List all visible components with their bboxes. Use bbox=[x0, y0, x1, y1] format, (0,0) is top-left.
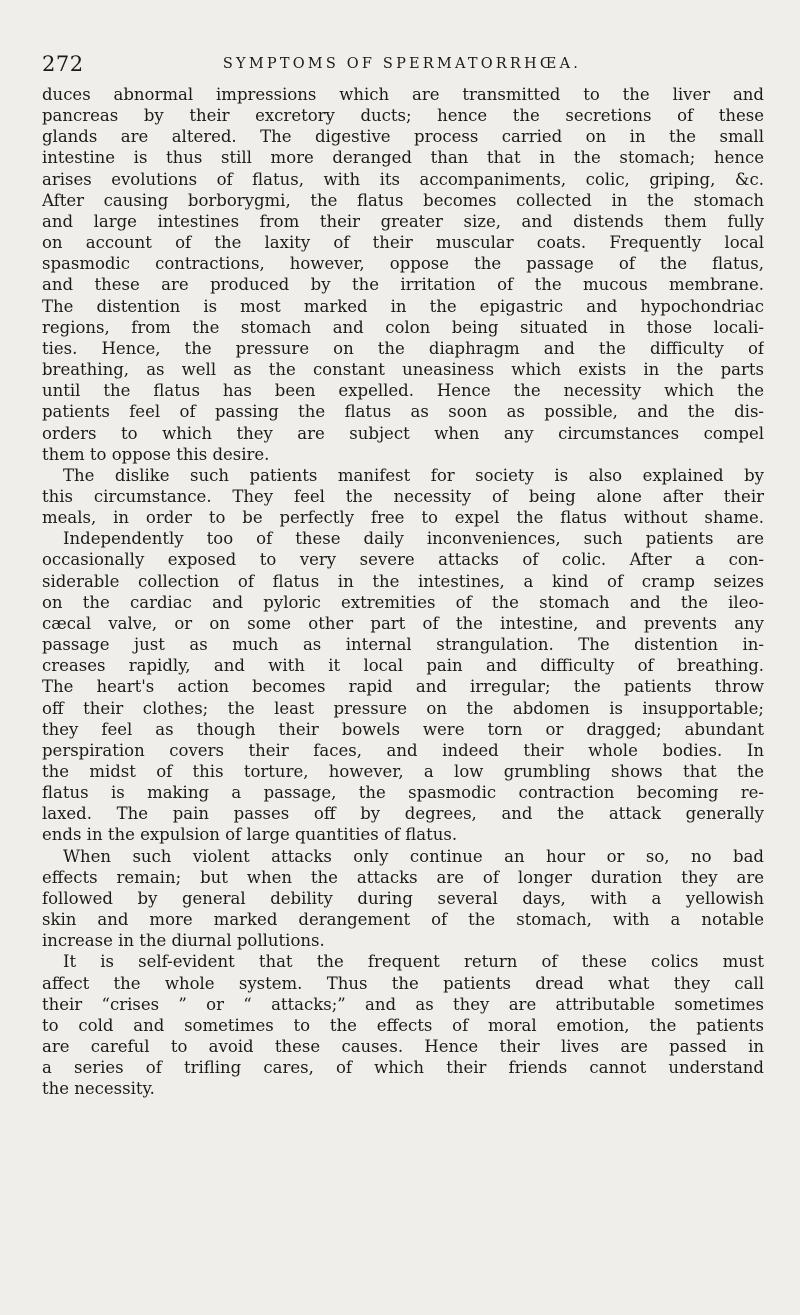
text-line: creases rapidly, and with it local pain and difficulty of breathing. bbox=[42, 656, 764, 676]
text-line: It is self-evident that the frequent return of these colics must bbox=[63, 952, 764, 972]
text-line: a series of trifling cares, of which their friends cannot understand bbox=[42, 1058, 764, 1078]
text-line: arises evolutions of flatus, with its accompaniments, colic, griping, &c. bbox=[42, 169, 764, 189]
text-line: spasmodic contractions, however, oppose the passage of the flatus, bbox=[42, 254, 764, 274]
text-line: duces abnormal impressions which are transmitted to the liver and bbox=[42, 85, 764, 104]
text-line: siderable collection of flatus in the intestines, a kind of cramp seizes bbox=[42, 571, 764, 591]
text-line: orders to which they are subject when any circumstances compel bbox=[42, 423, 764, 443]
text-line: The heart's action becomes rapid and irregular; the patients throw bbox=[42, 677, 764, 697]
text-line: and large intestines from their greater size, and distends them fully bbox=[42, 211, 764, 231]
text-line: skin and more marked derangement of the stomach, with a notable bbox=[42, 910, 764, 930]
text-line: After causing borborygmi, the flatus becomes collected in the stomach bbox=[42, 190, 764, 210]
text-line: perspiration covers their faces, and indeed their whole bodies. In bbox=[42, 740, 764, 760]
text-line: increase in the diurnal pollutions. bbox=[42, 931, 325, 951]
text-line: effects remain; but when the attacks are of longer duration they are bbox=[42, 867, 764, 887]
text-line: they feel as though their bowels were torn or dragged; abundant bbox=[42, 719, 764, 739]
text-line: this circumstance. They feel the necessity of being alone after their bbox=[42, 486, 764, 506]
text-line: flatus is making a passage, the spasmodic contraction becoming re- bbox=[42, 783, 764, 803]
text-line: them to oppose this desire. bbox=[42, 444, 270, 464]
text-line: patients feel of passing the flatus as soon as possible, and the dis- bbox=[42, 402, 764, 422]
text-line: affect the whole system. Thus the patients dread what they call bbox=[42, 973, 764, 993]
text-line: meals, in order to be perfectly free to expel the flatus without shame. bbox=[42, 508, 764, 528]
text-line: glands are altered. The digestive process carried on in the small bbox=[42, 127, 764, 147]
text-line: intestine is thus still more deranged than that in the stomach; hence bbox=[42, 148, 764, 168]
text-line: are careful to avoid these causes. Hence their lives are passed in bbox=[42, 1037, 764, 1057]
text-line: The distention is most marked in the epigastric and hypochondriac bbox=[42, 296, 764, 316]
text-line: passage just as much as internal strangulation. The distention in- bbox=[42, 635, 764, 655]
page-number: 272 bbox=[42, 52, 84, 76]
running-title: SYMPTOMS OF SPERMATORRHŒA. bbox=[222, 56, 582, 72]
text-line: off their clothes; the least pressure on the abdomen is insupportable; bbox=[42, 698, 764, 718]
text-line: breathing, as well as the constant uneasiness which exists in the parts bbox=[42, 360, 764, 380]
text-line: Independently too of these daily inconveniences, such patients are bbox=[63, 529, 764, 549]
text-line: until the flatus has been expelled. Hence the necessity which the bbox=[42, 381, 764, 401]
text-line: followed by general debility during several days, with a yellowish bbox=[42, 888, 764, 908]
text-line: regions, from the stomach and colon being situated in those locali- bbox=[42, 317, 764, 337]
text-line: the necessity. bbox=[42, 1079, 155, 1099]
text-line: cæcal valve, or on some other part of the intestine, and prevents any bbox=[42, 613, 764, 633]
text-line: to cold and sometimes to the effects of moral emotion, the patients bbox=[42, 1015, 764, 1035]
text-line: and these are produced by the irritation of the mucous membrane. bbox=[42, 275, 764, 295]
text-line: the midst of this torture, however, a low grumbling shows that the bbox=[42, 762, 764, 781]
running-head bbox=[42, 52, 762, 78]
text-line: When such violent attacks only continue an hour or so, no bad bbox=[63, 846, 764, 866]
text-line: ends in the expulsion of large quantities of flatus. bbox=[42, 825, 458, 845]
text-line: on the cardiac and pyloric extremities of the stomach and the ileo- bbox=[42, 592, 764, 612]
text-line: pancreas by their excretory ducts; hence the secretions of these bbox=[42, 106, 764, 126]
text-line: laxed. The pain passes off by degrees, and the attack generally bbox=[42, 804, 764, 824]
text-line: their “crises ” or “ attacks;” and as they are attributable sometimes bbox=[42, 994, 764, 1014]
text-line: occasionally exposed to very severe attacks of colic. After a con- bbox=[42, 550, 764, 570]
text-line: The dislike such patients manifest for society is also explained by bbox=[63, 465, 764, 485]
body-text bbox=[42, 84, 764, 1100]
text-line: on account of the laxity of their muscular coats. Frequently local bbox=[42, 233, 764, 253]
text-line: ties. Hence, the pressure on the diaphragm and the difficulty of bbox=[42, 338, 764, 358]
